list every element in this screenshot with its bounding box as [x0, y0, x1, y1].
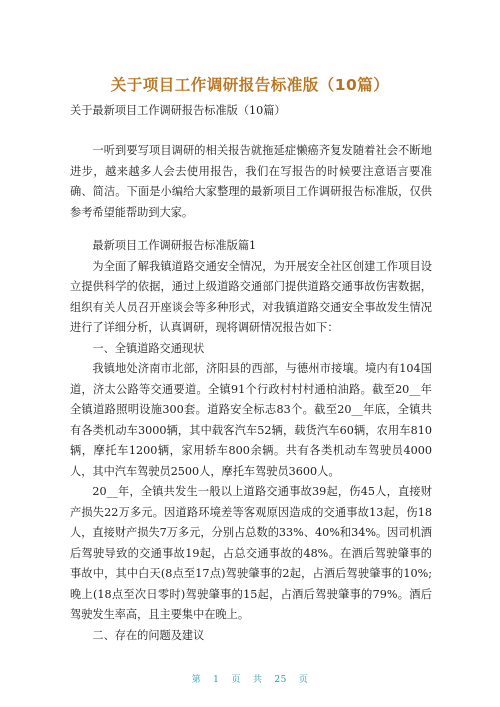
section-block [70, 236, 432, 646]
heading-1: 一、全镇道路交通现状 [92, 341, 205, 355]
document-title: 关于项目工作调研报告标准版（10篇） [110, 76, 390, 94]
section-heading: 最新项目工作调研报告标准版篇1 [92, 239, 257, 252]
intro-block [70, 141, 432, 223]
document-subtitle: 关于最新项目工作调研报告标准版（10篇） [70, 104, 286, 117]
footer-total-pages: 25 [274, 675, 287, 685]
paragraph-1: 为全面了解我镇道路交通安全情况，为开展安全社区创建工作项目设立提供科学的依据，通过上级道路交通部门提供道路交通事故伤害数据，组织有关人员召开座谈会等多种形式，对我镇道路交通安全事故发生情况进行了详细分析，认真调研，现将调研情况报告如下： [70, 259, 432, 334]
footer-page-label: 第 [191, 675, 202, 685]
footer-page-unit: 页 [231, 675, 241, 685]
paragraph-3: 20__年，全镇共发生一般以上道路交通事故39起，伤45人，直接财产损失22万多元。因道路环境差等客观原因造成的交通事故13起，伤18人，直接财产损失7万多元，分别占总数的33%、40%和34%。因司机酒后驾驶导致的交通事故19起，占总交通事故的48%。在酒后驾驶肇事的事故中，其中白天(8点至17点)驾驶肇事的2起，占酒后驾驶肇事的10%;晚上(18点至次日零时)驾驶肇事的15起，占酒后驾驶肇事的79%。酒后驾驶发生率高，且主要集中在晚上。 [70, 485, 432, 621]
page-footer [0, 672, 500, 685]
footer-total-unit: 页 [298, 675, 309, 685]
heading-2: 二、存在的问题及建议 [92, 628, 205, 642]
intro-paragraph: 一听到要写项目调研的相关报告就拖延症懒癌齐复发随着社会不断地进步，越来越多人会去使用报告，我们在写报告的时候要注意语言要准确、简洁。下面是小编给大家整理的最新项目工作调研报告标准版，仅供参考希望能帮助到大家。 [70, 144, 432, 219]
footer-total-label: 共 [252, 675, 263, 685]
paragraph-2: 我镇地处济南市北部，济阳县的西部，与德州市接壤。境内有104国道，济太公路等交通要道。全镇91个行政村村村通柏油路。截至20__年全镇道路照明设施300套。道路安全标志83个。截至20__年底，全镇共有各类机动车3000辆，其中载客汽车52辆，载货汽车60辆，农用车810辆，摩托车1200辆，家用轿车800余辆。共有各类机动车驾驶员4000人，其中汽车驾驶员2500人，摩托车驾驶员3600人。 [70, 362, 432, 478]
footer-page-number: 1 [213, 675, 220, 685]
